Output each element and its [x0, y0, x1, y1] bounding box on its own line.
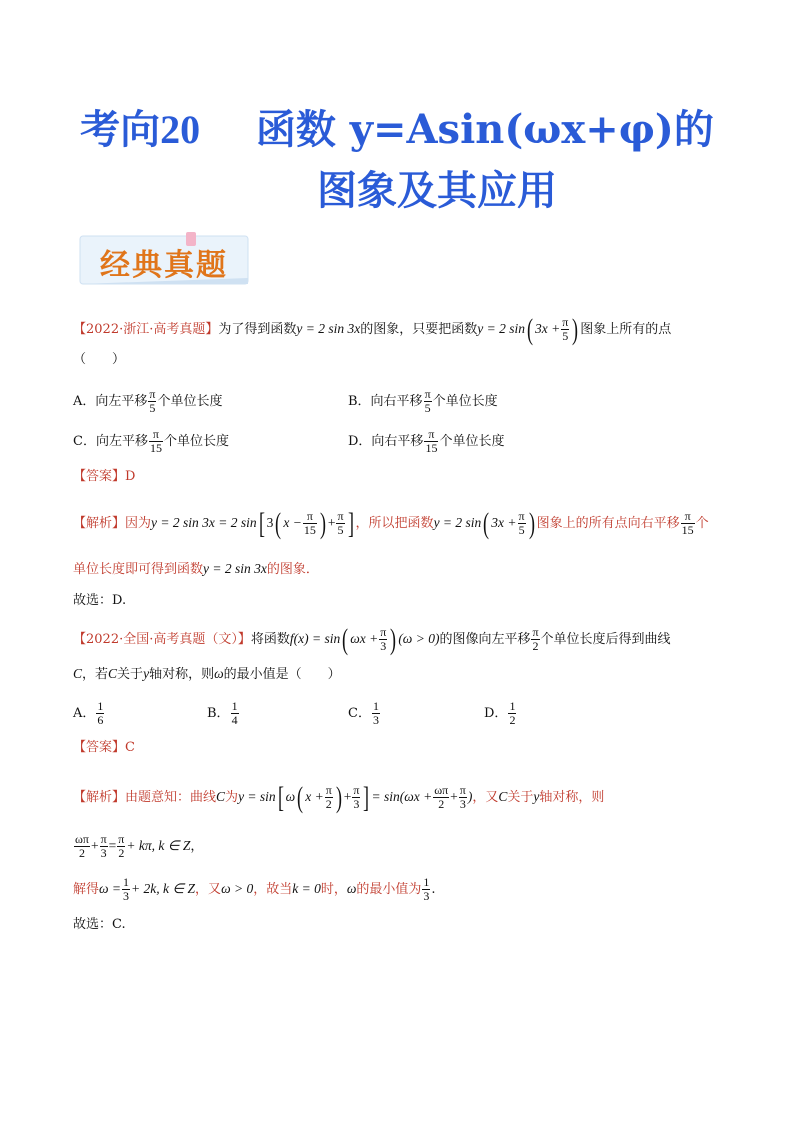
page-title-line1: 考向20 函数 y=Asin(ωx+φ)的 — [80, 106, 714, 153]
q2-analysis: 【解析】由题意知：曲线C为y = sin[ ω( x + $\frac{\pi}{2}$ ) + $\frac{\pi}{3}$ ] = sin(ωx + $\frac{\omega\pi}{2}$ + $\frac{\pi}{3}$ )，又C关于y轴对称，则 — [73, 780, 605, 814]
banner-text: 经典真题 — [100, 248, 228, 283]
q1-analysis-line2: 单位长度即可得到函数y = 2 sin 3x的图象． — [73, 561, 319, 577]
q2-stem-line2: C，若C关于y轴对称，则ω的最小值是（ ） — [73, 666, 341, 682]
q2-option-b: B． $\frac{1}{4}$ — [207, 699, 238, 727]
q2-analysis-line3: 解得ω = $\frac{1}{3}$ + 2k, k ∈ Z，又ω > 0，故当k = 0时，ω的最小值为 $\frac{1}{3}$ . — [73, 875, 436, 903]
q1-stem: 【2022·浙江·高考真题】为了得到函数y = 2 sin 3x的图象，只要把函数y = 2 sin( 3x + $\frac{\pi}{5}$ ) 图象上所有的点 — [73, 312, 672, 346]
q2-conclusion: 故选：C. — [73, 917, 126, 932]
q2-option-a: A． $\frac{1}{6}$ — [73, 699, 104, 727]
q1-paren: （ ） — [73, 352, 126, 367]
q1-analysis: 【解析】因为y = 2 sin 3x = 2 sin[ 3( x − $\frac{\pi}{15}$ ) + $\frac{\pi}{5}$ ] ，所以把函数y = 2 sin( 3x + $\frac{\pi}{5}$ ) 图象上的所有点向右平移 $\frac{\pi}{15}$ 个 — [73, 506, 709, 540]
q2-option-d: D． $\frac{1}{2}$ — [484, 699, 516, 727]
q1-option-d: D．向右平移 $\frac{\pi}{15}$ 个单位长度 — [348, 427, 505, 455]
q1-option-c: C．向左平移 $\frac{\pi}{15}$ 个单位长度 — [73, 427, 229, 455]
q2-analysis-line2: $\frac{\omega\pi}{2}$ + $\frac{\pi}{3}$ = $\frac{\pi}{2}$ + kπ, k ∈ Z， — [75, 832, 204, 860]
q2-option-c: C． $\frac{1}{3}$ — [348, 699, 379, 727]
q1-answer: 【答案】D — [73, 469, 136, 484]
section-banner — [78, 232, 254, 288]
page-title-line2: 图象及其应用 — [317, 167, 557, 214]
q1-conclusion: 故选：D. — [73, 593, 127, 608]
q1-option-a: A．向左平移 $\frac{\pi}{5}$ 个单位长度 — [73, 387, 223, 415]
q1-option-b: B．向右平移 $\frac{\pi}{5}$ 个单位长度 — [348, 387, 498, 415]
q2-stem: 【2022·全国·高考真题（文）】将函数f(x) = sin( ωx + $\frac{\pi}{3}$ ) (ω > 0)的图像向左平移 $\frac{\pi}{2}$ 个单位长度后得到曲线 — [73, 622, 671, 656]
q2-answer: 【答案】C — [73, 740, 135, 755]
